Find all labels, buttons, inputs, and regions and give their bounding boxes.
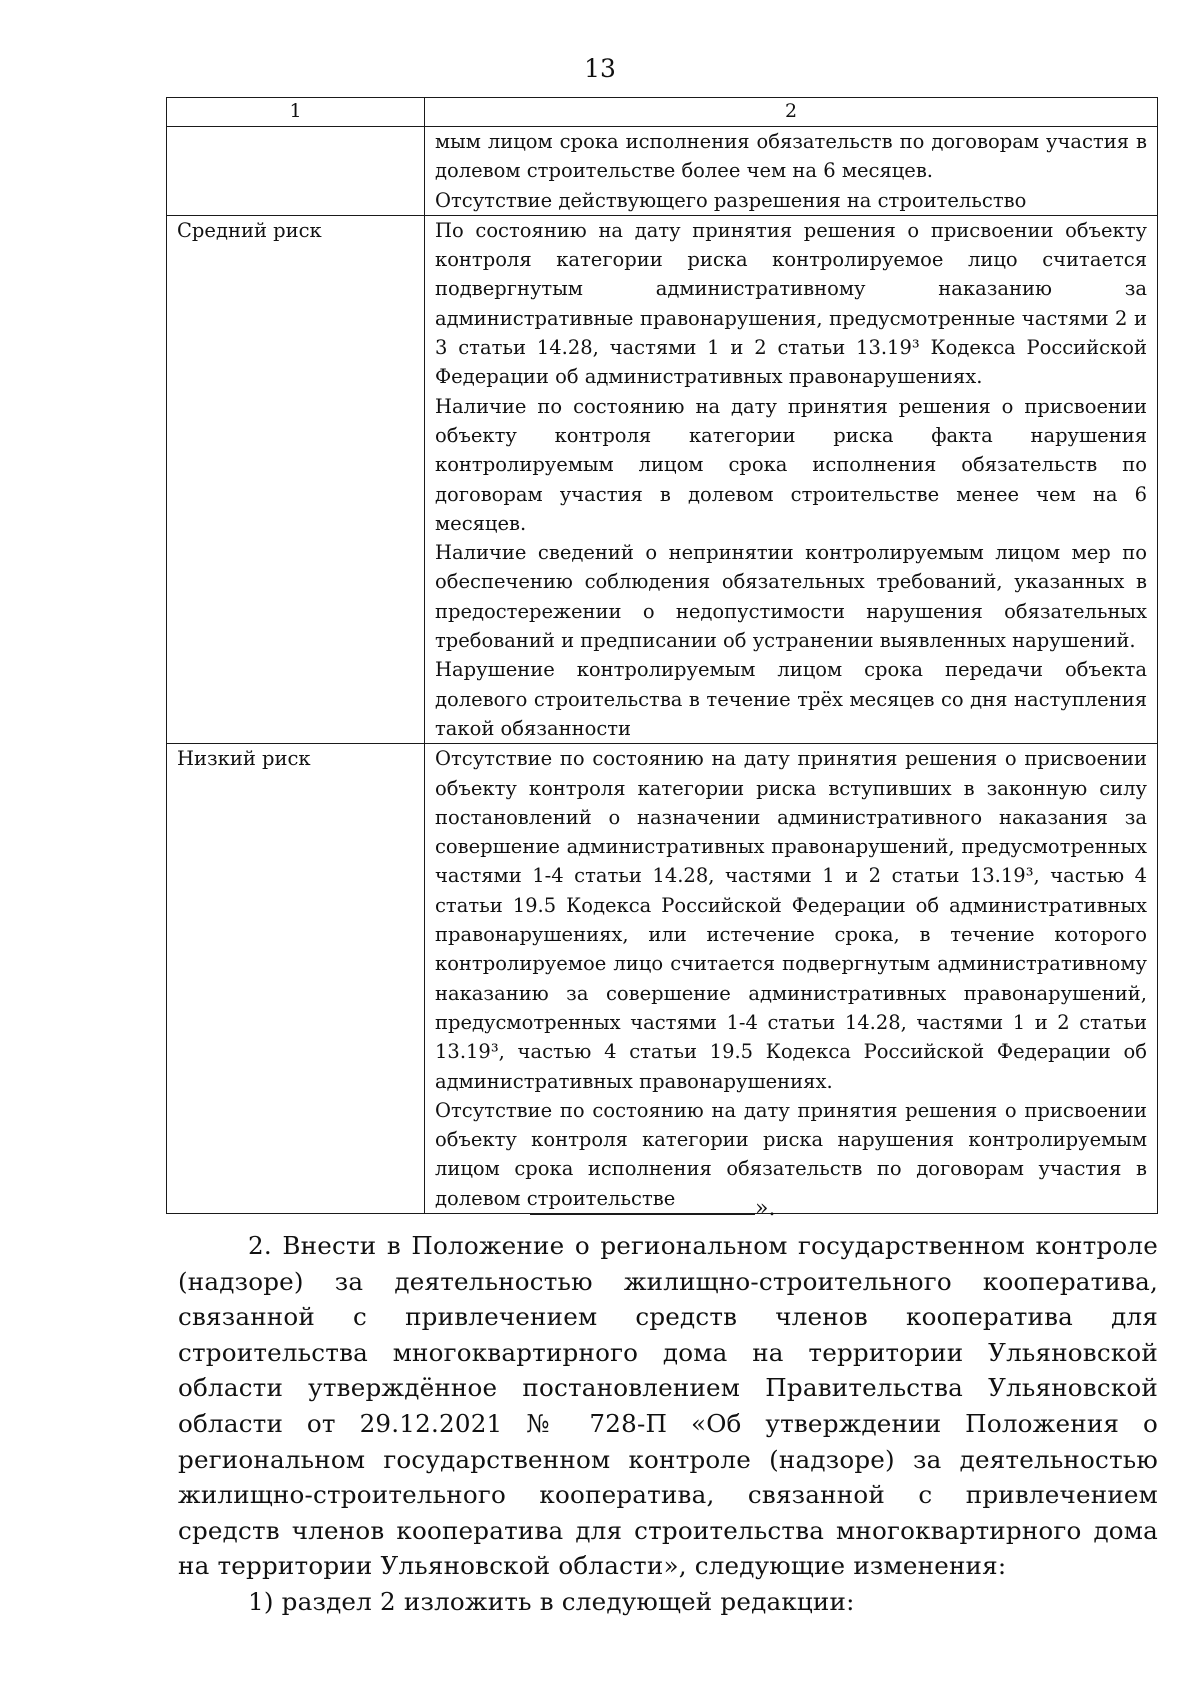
risk-category-label: Низкий риск [167, 744, 425, 1214]
risk-criteria-cell [425, 744, 1158, 1214]
risk-category-label [167, 127, 425, 216]
page-number: 13 [584, 54, 616, 83]
criteria-paragraph: По состоянию на дату принятия решения о присвоении объекту контроля категории риска контролируемое лицо считается подвергнутым административному наказанию за административные правонарушения, предусмотренные частями 2 и 3 статьи 14.28, частями 1 и 2 статьи 13.19³ Кодекса Российской Федерации об административных правонарушениях. [435, 218, 1147, 389]
document-body [178, 1228, 1158, 1620]
risk-category-table [166, 97, 1158, 1214]
criteria-paragraph: Наличие сведений о непринятии контролируемым лицом мер по обеспечению соблюдения обязательных требований, указанных в предостережении о недопустимости нарушения обязательных требований и предписании об устранении выявленных нарушений. [435, 541, 1147, 653]
end-rule-line [530, 1194, 755, 1215]
risk-criteria-cell [425, 215, 1158, 743]
criteria-paragraph: Нарушение контролируемым лицом срока передачи объекта долевого строительства в течение трёх месяцев со дня наступления такой обязанности [435, 658, 1147, 740]
criteria-paragraph: Отсутствие по состоянию на дату принятия решения о присвоении объекту контроля категории риска нарушения контролируемым лицом срока исполнения обязательств по договорам участия в долевом строительстве [435, 1098, 1147, 1210]
table-row [167, 127, 1158, 216]
amendment-paragraph-2: 2. Внести в Положение о региональном государственном контроле (надзоре) за деятельностью жилищно-строительного кооператива, связанной с привлечением средств членов кооператива для строительства многоквартирного дома на территории Ульяновской области утверждённое постановлением Правительства Ульяновской области от 29.12.2021 № 728-П «Об утверждении Положения о региональном государственном контроле (надзоре) за деятельностью жилищно-строительного кооператива, связанной с привлечением средств членов кооператива для строительства многоквартирного дома на территории Ульяновской области», следующие изменения: [178, 1231, 1158, 1581]
table-end-marker [530, 1194, 830, 1224]
amendment-point-1: 1) раздел 2 изложить в следующей редакции: [248, 1586, 855, 1616]
criteria-paragraph: Наличие по состоянию на дату принятия решения о присвоении объекту контроля категории риска факта нарушения контролируемым лицом срока исполнения обязательств по договорам участия в долевом строительстве менее чем на 6 месяцев. [435, 394, 1147, 535]
criteria-paragraph: Отсутствие действующего разрешения на строительство [435, 188, 1027, 212]
closing-quote: ». [755, 1196, 776, 1221]
table-header-row [167, 98, 1158, 127]
table-row [167, 215, 1158, 743]
criteria-paragraph: мым лицом срока исполнения обязательств по договорам участия в долевом строительстве более чем на 6 месяцев. [435, 130, 1147, 183]
risk-category-label: Средний риск [167, 215, 425, 743]
criteria-paragraph: Отсутствие по состоянию на дату принятия решения о присвоении объекту контроля категории риска вступивших в законную силу постановлений о назначении административного наказания за совершение административных правонарушений, предусмотренных частями 1-4 статьи 14.28, частями 1 и 2 статьи 13.19³, частью 4 статьи 19.5 Кодекса Российской Федерации об административных правонарушениях, или истечение срока, в течение которого контролируемое лицо считается подвергнутым административному наказанию за совершение административных правонарушений, предусмотренных частями 1-4 статьи 14.28, частями 1 и 2 статьи 13.19³, частью 4 статьи 19.5 Кодекса Российской Федерации об административных правонарушениях. [435, 747, 1147, 1093]
table-row [167, 744, 1158, 1214]
column-header-1: 1 [167, 98, 425, 127]
risk-criteria-cell [425, 127, 1158, 216]
column-header-2: 2 [425, 98, 1158, 127]
